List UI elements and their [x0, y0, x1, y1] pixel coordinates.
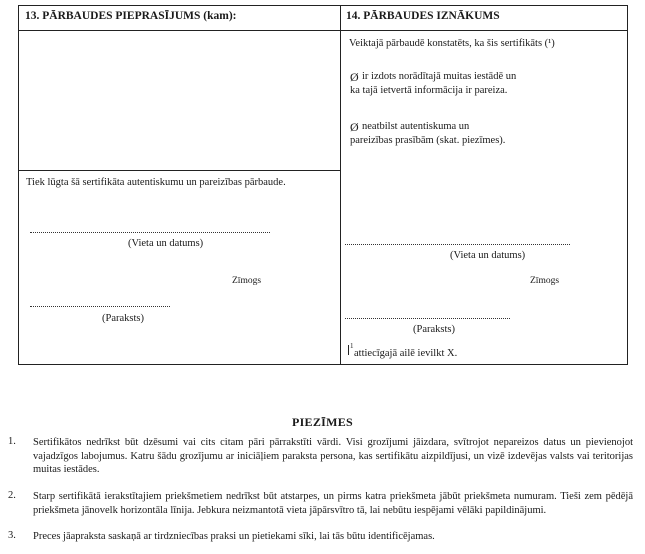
box13-header: 13. PĀRBAUDES PIEPRASĪJUMS (kam):: [25, 10, 237, 22]
box14-place-date-line[interactable]: [345, 244, 570, 245]
note-text: Sertifikātos nedrīkst būt dzēsumi vai cits citam pāri pārrakstīti vārdi. Visi grozījumi jāizdara, svītrojot nepareizos datus un pievienojot vajadzīgos labojumus. Katru šādu grozījumu ar iniciāļiem paraksta persona, kas sertifikātu aizpildījusi, un vizē izdevējas valsts vai teritorijas muitas iestādes.: [33, 437, 633, 475]
box13-signature-label: (Paraksts): [102, 313, 144, 324]
box14-intro: Veiktajā pārbaudē konstatēts, ka šis sertifikāts (¹): [349, 38, 555, 49]
box13-request-divider: [18, 170, 340, 171]
note-number: 1.: [8, 436, 16, 447]
note-number: 3.: [8, 530, 16, 541]
footnote-tick: [348, 345, 349, 355]
box13-place-date-line[interactable]: [30, 232, 270, 233]
footnote-marker: 1: [350, 342, 354, 350]
checkbox-icon[interactable]: Ø: [350, 70, 359, 84]
box14-signature-line[interactable]: [345, 318, 510, 319]
notes-title: PIEZĪMES: [291, 415, 354, 429]
box14-option1-line2: ka tajā ietvertā informācija ir pareiza.: [350, 85, 508, 96]
box14-option2-line2: pareizības prasībām (skat. piezīmes).: [350, 135, 506, 146]
box13-request-text: Tiek lūgta šā sertifikāta autentiskumu un pareizības pārbaude.: [26, 177, 286, 188]
note-text: Starp sertifikātā ierakstītajiem priekšmetiem nedrīkst būt atstarpes, un pirms katra priekšmeta jābūt priekšmeta numuram. Tieši zem pēdējā priekšmeta jānovelk horizontāla līnija. Jebkura neizmantotā vieta jāpārsvītro tā, lai nebūtu iespējami vēlāki papildinājumi.: [33, 491, 633, 516]
box13-stamp-label: Zīmogs: [232, 276, 262, 286]
note-text: Preces jāapraksta saskaņā ar tirdzniecības praksi un pietiekami sīki, lai tās būtu identificējamas.: [33, 531, 435, 542]
box14-option1-line1: ir izdots norādītajā muitas iestādē un: [362, 71, 517, 82]
box14-place-date-label: (Vieta un datums): [450, 250, 526, 261]
form-header-divider: [18, 30, 628, 31]
form-center-divider: [340, 5, 341, 365]
box14-stamp-label: Zīmogs: [530, 276, 560, 286]
box14-option2-line1: neatbilst autentiskuma un: [362, 121, 470, 132]
box13-signature-line[interactable]: [30, 306, 170, 307]
checkbox-icon[interactable]: Ø: [350, 120, 359, 134]
note-number: 2.: [8, 490, 16, 501]
box13-place-date-label: (Vieta un datums): [128, 238, 204, 249]
box14-signature-label: (Paraksts): [413, 324, 455, 335]
box14-header: 14. PĀRBAUDES IZNĀKUMS: [346, 10, 500, 22]
footnote-text: attiecīgajā ailē ievilkt X.: [354, 348, 458, 359]
